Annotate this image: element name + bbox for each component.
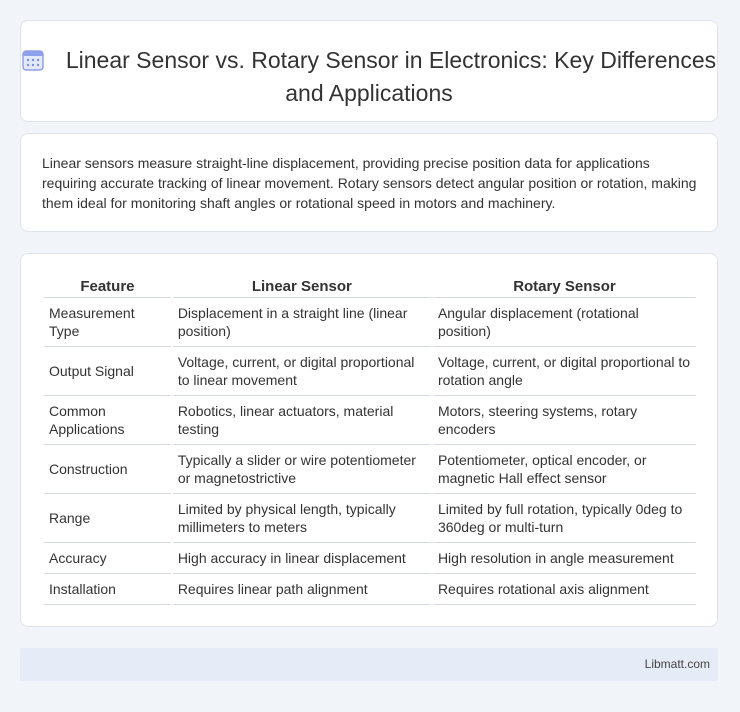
table-row (44, 543, 696, 574)
cell-linear: Robotics, linear actuators, material testing (173, 396, 431, 445)
table-row (44, 445, 696, 494)
cell-rotary: Requires rotational axis alignment (433, 574, 696, 605)
cell-rotary: Potentiometer, optical encoder, or magnetic Hall effect sensor (433, 445, 696, 494)
cell-rotary: High resolution in angle measurement (433, 543, 696, 574)
title-card (20, 20, 718, 122)
header-linear: Linear Sensor (173, 276, 431, 298)
calendar-icon (22, 48, 44, 78)
cell-linear: Voltage, current, or digital proportional to linear movement (173, 347, 431, 396)
cell-linear: Requires linear path alignment (173, 574, 431, 605)
comparison-table (42, 276, 698, 605)
cell-feature: Range (44, 494, 171, 543)
page-title-block (21, 45, 717, 108)
cell-feature: Common Applications (44, 396, 171, 445)
table-row (44, 494, 696, 543)
cell-rotary: Limited by full rotation, typically 0deg to 360deg or multi-turn (433, 494, 696, 543)
footer-brand[interactable]: Libmatt.com (644, 657, 710, 671)
page-title: Linear Sensor vs. Rotary Sensor in Electronics: Key Differences and Applications (65, 47, 717, 106)
header-rotary: Rotary Sensor (433, 276, 696, 298)
table-row (44, 298, 696, 347)
comparison-card (20, 253, 718, 627)
cell-feature: Construction (44, 445, 171, 494)
cell-linear: Typically a slider or wire potentiometer or magnetostrictive (173, 445, 431, 494)
cell-linear: Limited by physical length, typically millimeters to meters (173, 494, 431, 543)
cell-linear: Displacement in a straight line (linear position) (173, 298, 431, 347)
table-row (44, 574, 696, 605)
footer (20, 648, 718, 681)
table-row (44, 347, 696, 396)
cell-rotary: Motors, steering systems, rotary encoders (433, 396, 696, 445)
cell-feature: Measurement Type (44, 298, 171, 347)
cell-linear: High accuracy in linear displacement (173, 543, 431, 574)
intro-text: Linear sensors measure straight-line displacement, providing precise position data for applications requiring accurate tracking of linear movement. Rotary sensors detect angular position or rotation, making them ideal for monitoring shaft angles or rotational speed in motors and machinery. (42, 155, 697, 211)
cell-feature: Installation (44, 574, 171, 605)
intro-card (20, 133, 718, 232)
cell-feature: Accuracy (44, 543, 171, 574)
cell-rotary: Voltage, current, or digital proportional to rotation angle (433, 347, 696, 396)
table-header-row (44, 276, 696, 298)
cell-rotary: Angular displacement (rotational position) (433, 298, 696, 347)
header-feature: Feature (44, 276, 171, 298)
cell-feature: Output Signal (44, 347, 171, 396)
table-row (44, 396, 696, 445)
